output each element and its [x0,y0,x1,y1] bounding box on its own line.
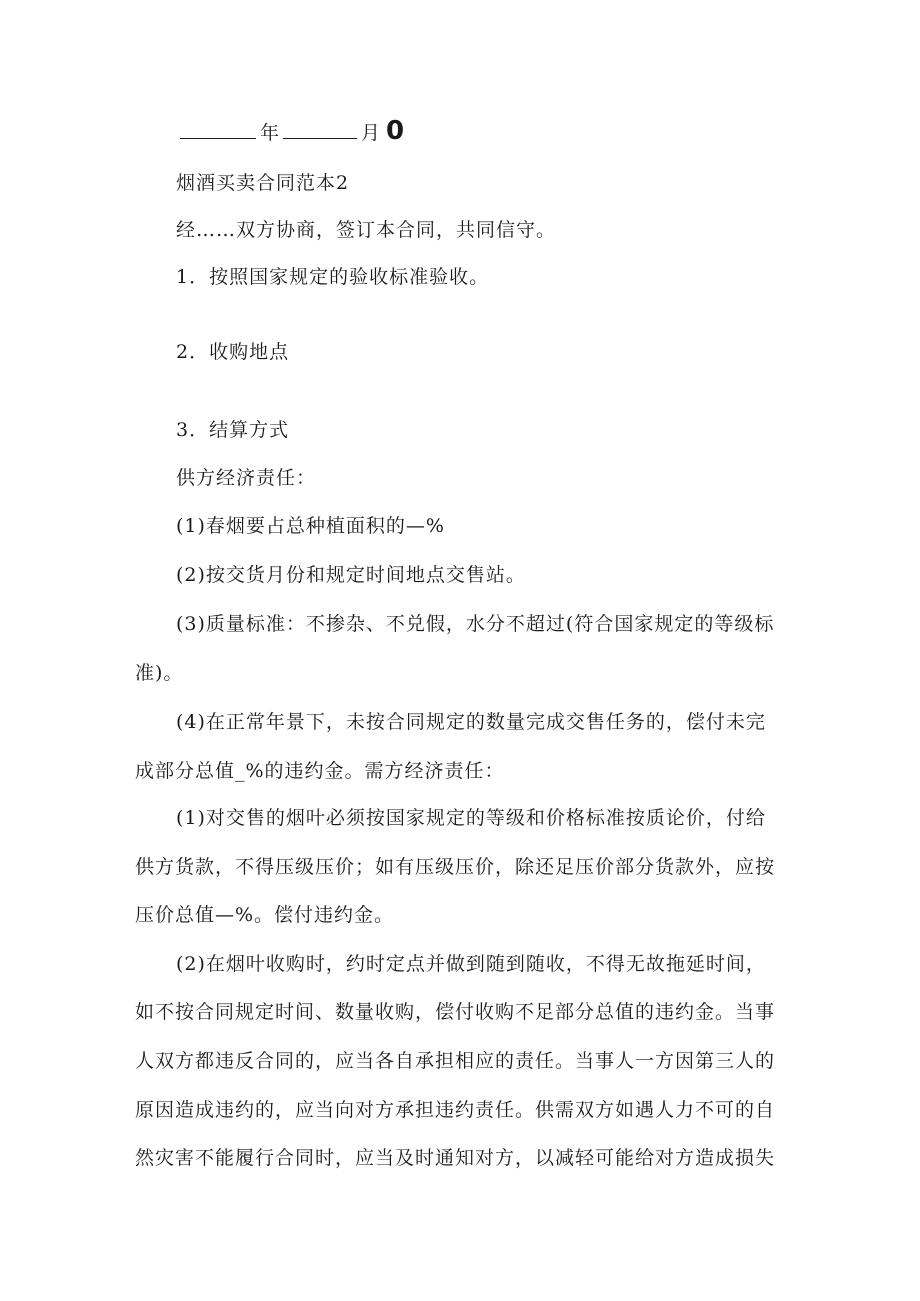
trailing-mark: 0 [386,116,405,146]
supplier-clause-3-line-1: (3)质量标准：不掺杂、不兑假，水分不超过(符合国家规定的等级标 [176,613,775,635]
intro-paragraph: 经……双方协商，签订本合同，共同信守。 [176,219,557,241]
demander-clause-2-line-3: 人双方都违反合同的，应当各自承担相应的责任。当事人一方因第三人的 [135,1050,776,1072]
document-title: 烟酒买卖合同范本2 [176,172,350,194]
item-3: 3．结算方式 [176,419,290,441]
supplier-clause-2: (2)按交货月份和规定时间地点交售站。 [176,564,526,586]
date-line [180,116,404,148]
supplier-clause-1: (1)春烟要占总种植面积的—% [176,515,445,537]
demander-clause-2-line-2: 如不按合同规定时间、数量收购，偿付收购不足部分总值的违约金。当事 [135,1001,776,1023]
item-2: 2．收购地点 [176,341,290,363]
demander-clause-2-line-5: 然灾害不能履行合同时，应当及时通知对方，以减轻可能给对方造成损失 [135,1147,776,1169]
year-label: 年 [260,122,280,144]
supplier-clause-4-line-1: (4)在正常年景下，未按合同规定的数量完成交售任务的，偿付未完 [176,711,766,733]
supplier-clause-4-line-2: 成部分总值_%的违约金。需方经济责任： [135,760,505,782]
demander-clause-1-line-1: (1)对交售的烟叶必须按国家规定的等级和价格标准按质论价，付给 [176,807,766,829]
demander-clause-1-line-2: 供方货款，不得压级压价；如有压级压价，除还足压价部分货款外，应按 [135,856,776,878]
demander-clause-2-line-4: 原因造成违约的，应当向对方承担违约责任。供需双方如遇人力不可的自 [135,1099,776,1121]
demander-clause-2-line-1: (2)在烟叶收购时，约时定点并做到随到随收，不得无故拖延时间， [176,953,766,975]
supplier-clause-3-line-2: 准)。 [135,662,184,684]
supplier-heading: 供方经济责任： [176,467,317,489]
demander-clause-1-line-3: 压价总值—%。偿付违约金。 [135,904,395,926]
month-blank [283,120,357,139]
year-blank [180,120,256,139]
item-1: 1．按照国家规定的验收标准验收。 [176,266,490,288]
month-label: 月 [361,122,381,144]
